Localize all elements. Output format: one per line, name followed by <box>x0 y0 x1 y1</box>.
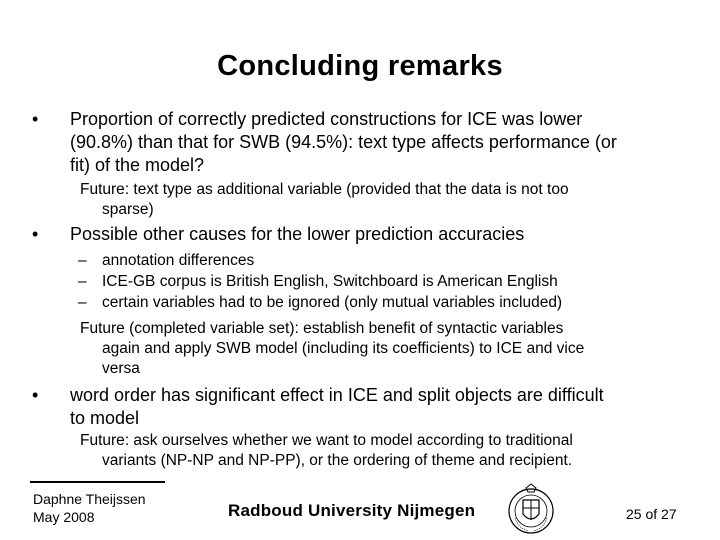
future-lead: Future <box>80 432 125 449</box>
bullet-2 <box>32 223 692 246</box>
future-lead: Future <box>80 320 125 337</box>
radboud-university-seal-icon <box>506 482 556 536</box>
bullet-1-line-2: (90.8%) than that for SWB (94.5%): text type affects performance (or <box>70 132 617 152</box>
future-note-1-text <box>80 180 680 220</box>
bullet-1-line-1: Proportion of correctly predicted constructions for ICE was lower <box>70 109 583 129</box>
future-note-2-line-3: versa <box>102 360 140 377</box>
future-note-3-line-2: variants (NP-NP and NP-PP), or the ordering of theme and recipient. <box>102 452 573 469</box>
page-number: 25 of 27 <box>626 506 677 522</box>
page-title: Concluding remarks <box>217 50 503 82</box>
sub-item <box>78 250 678 271</box>
bullet-3 <box>32 384 692 430</box>
footer-divider <box>30 481 165 483</box>
bullet-1 <box>32 108 692 177</box>
sub-item-text: certain variables had to be ignored (only mutual variables included) <box>102 294 563 311</box>
dash-marker: – <box>78 294 87 311</box>
future-note-1-line-2: sparse) <box>102 201 154 218</box>
future-note-2 <box>80 319 680 379</box>
dash-marker: – <box>78 273 87 290</box>
bullet-3-line-2: to model <box>70 408 140 428</box>
future-note-2-line-2: again and apply SWB model (including its coefficients) to ICE and vice <box>102 340 585 357</box>
footer-author: Daphne Theijssen <box>33 491 146 507</box>
future-note-2-line-1: (completed variable set): establish benefit of syntactic variables <box>124 320 564 337</box>
footer-date: May 2008 <box>33 509 95 525</box>
bullet-marker: • <box>32 385 39 405</box>
footer-author-block <box>33 490 146 526</box>
sub-item <box>78 292 678 313</box>
future-note-3-text <box>80 431 680 471</box>
sub-item-text: annotation differences <box>102 252 255 269</box>
bullet-marker: • <box>32 109 39 129</box>
future-note-3 <box>80 431 680 471</box>
future-note-3-line-1: : ask ourselves whether we want to model according to traditional <box>124 432 573 449</box>
bullet-2-line-1: Possible other causes for the lower prediction accuracies <box>70 224 525 244</box>
future-note-1-line-1: : text type as additional variable (provided that the data is not too <box>124 181 569 198</box>
bullet-3-line-1: word order has significant effect in ICE and split objects are difficult <box>70 385 604 405</box>
sub-item-text: ICE-GB corpus is British English, Switchboard is American English <box>102 273 558 290</box>
future-note-2-text <box>80 319 680 379</box>
sub-list <box>78 250 678 313</box>
bullet-marker: • <box>32 224 39 244</box>
sub-item <box>78 271 678 292</box>
bullet-1-line-3: fit) of the model? <box>70 155 205 175</box>
dash-marker: – <box>78 252 87 269</box>
future-note-1 <box>80 180 680 220</box>
future-lead: Future <box>80 181 125 198</box>
footer-institution: Radboud University Nijmegen <box>228 501 476 520</box>
